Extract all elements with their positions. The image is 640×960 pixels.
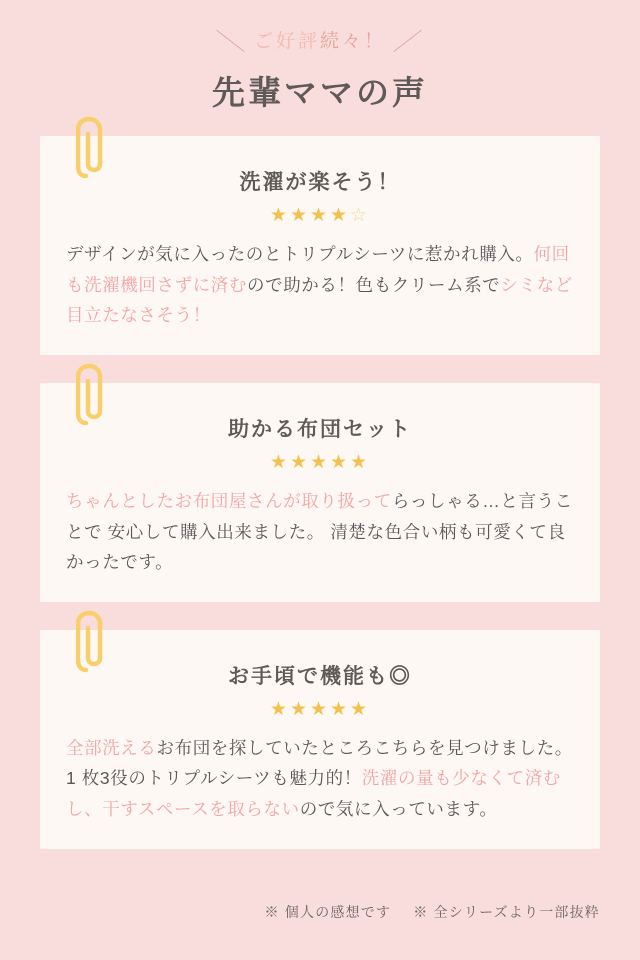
eyebrow-prefix: ご好評 [253,31,320,52]
review-title: 助かる布団セット [228,417,412,441]
rating-stars [66,453,574,472]
stars-empty: ☆ [350,205,371,226]
review-title: お手頃で機能も◎ [228,664,412,688]
review-segment: らっしゃる…と言うことで 安心して購入出来ました。 清楚な色合い柄も可愛くて良かったです。 [66,490,573,573]
slash-left-icon: ＼ [214,29,249,56]
list-item [40,383,600,602]
review-body [66,733,574,825]
eyebrow [214,22,426,57]
review-title: 洗濯が楽そう！ [239,171,401,194]
review-body [66,239,574,331]
review-segment-highlight: 全部洗える [66,737,157,758]
rating-stars [66,206,574,225]
review-segment: お布団を探していたところこちらを見つけました。 1 枚3役のトリプルシーツも魅力的！ [66,737,573,789]
review-list [0,136,640,849]
review-segment: ので助かる！色もクリーム系で [247,274,501,295]
footnote-note-1: ※ 個人の感想です [264,904,392,920]
review-segment-highlight: 何回も洗濯機回さずに済む [66,244,570,295]
review-segment-highlight: ちゃんとしたお布団屋さんが取り扱って [66,490,392,511]
page-title: 先輩ママの声 [212,74,428,111]
page-header [0,0,640,114]
list-item [40,630,600,849]
eyebrow-text [254,26,386,53]
slash-right-icon: ／ [391,29,426,56]
eyebrow-suffix: 続々！ [320,31,387,52]
rating-stars [66,700,574,719]
review-segment-highlight: 洗濯の量も少なくて済むし、干すスペースを取らない [66,768,561,819]
review-segment-highlight: シミなど目立たなさそう！ [66,274,573,326]
review-body [66,486,574,578]
footnote [265,902,601,922]
stars-filled: ★★★★★ [269,451,371,473]
review-segment: デザインが気に入ったのとトリプルシーツに惹かれ購入。 [66,244,534,264]
footnote-note-2: ※ 全シリーズより一部抜粋 [413,904,600,920]
stars-filled: ★★★★★ [269,698,371,720]
review-segment: ので気に入っています。 [299,799,498,819]
stars-filled: ★★★★ [269,205,351,226]
list-item [40,136,600,355]
